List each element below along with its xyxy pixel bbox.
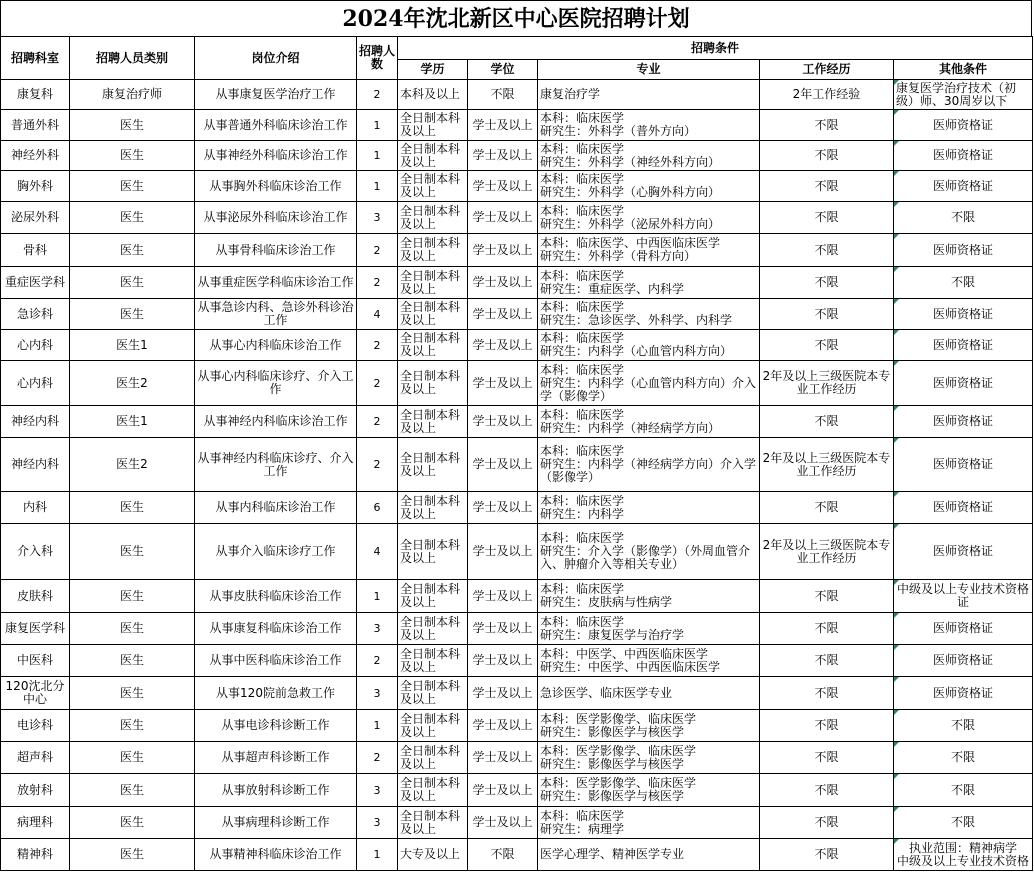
- cell-dept: 普通外科: [1, 110, 70, 141]
- page-title: 2024年沈北新区中心医院招聘计划: [0, 0, 1032, 36]
- cell-category: 医生: [70, 202, 195, 234]
- cell-category: 医生2: [70, 438, 195, 492]
- cell-count: 2: [357, 234, 398, 267]
- cell-degree: 学士及以上: [468, 492, 538, 524]
- cell-education: 全日制本科及以上: [398, 141, 468, 171]
- cell-category: 医生: [70, 645, 195, 677]
- cell-major: 本科：中医学、中西医临床医学 研究生：中医学、中西医临床医学: [538, 645, 760, 677]
- cell-other: 医师资格证: [894, 299, 1033, 330]
- cell-education: 全日制本科及以上: [398, 645, 468, 677]
- cell-major: 本科：临床医学 研究生：外科学（普外方向）: [538, 110, 760, 141]
- cell-major: 本科：临床医学 研究生：外科学（神经外科方向）: [538, 141, 760, 171]
- table-row: [1, 742, 1033, 774]
- cell-dept: 超声科: [1, 742, 70, 774]
- cell-major: 本科：临床医学 研究生：急诊医学、外科学、内科学: [538, 299, 760, 330]
- cell-degree: 学士及以上: [468, 645, 538, 677]
- cell-major: 本科：临床医学、中西医临床医学 研究生：外科学（骨科方向）: [538, 234, 760, 267]
- cell-other: 医师资格证: [894, 110, 1033, 141]
- table-row: [1, 492, 1033, 524]
- cell-dept: 电诊科: [1, 710, 70, 742]
- cell-position: 从事心内科临床诊疗、介入工作: [195, 361, 357, 406]
- cell-count: 2: [357, 742, 398, 774]
- cell-degree: 学士及以上: [468, 807, 538, 839]
- cell-dept: 放射科: [1, 774, 70, 807]
- cell-degree: 学士及以上: [468, 330, 538, 361]
- cell-education: 全日制本科及以上: [398, 110, 468, 141]
- cell-dept: 心内科: [1, 361, 70, 406]
- cell-experience: 不限: [760, 710, 894, 742]
- header-category: 招聘人员类别: [70, 37, 195, 80]
- header-conditions: 招聘条件: [398, 37, 1033, 60]
- cell-position: 从事急诊内科、急诊外科诊治工作: [195, 299, 357, 330]
- cell-position: 从事康复医学治疗工作: [195, 80, 357, 110]
- table-row: [1, 406, 1033, 438]
- cell-experience: 不限: [760, 807, 894, 839]
- cell-count: 3: [357, 202, 398, 234]
- cell-other: 医师资格证: [894, 361, 1033, 406]
- cell-position: 从事皮肤科临床诊治工作: [195, 580, 357, 613]
- cell-dept: 介入科: [1, 524, 70, 580]
- cell-position: 从事心内科临床诊治工作: [195, 330, 357, 361]
- cell-education: 全日制本科及以上: [398, 677, 468, 710]
- cell-major: 本科：临床医学 研究生：内科学（神经病学方向）: [538, 406, 760, 438]
- table-row: [1, 580, 1033, 613]
- cell-count: 2: [357, 80, 398, 110]
- cell-major: 本科：临床医学 研究生：内科学（心血管内科方向）介入学（影像学）: [538, 361, 760, 406]
- header-experience: 工作经历: [760, 60, 894, 80]
- cell-other: 医师资格证: [894, 171, 1033, 202]
- cell-major: 本科：临床医学 研究生：病理学: [538, 807, 760, 839]
- cell-education: 本科及以上: [398, 80, 468, 110]
- cell-degree: 不限: [468, 839, 538, 871]
- cell-category: 医生2: [70, 361, 195, 406]
- cell-other: 不限: [894, 267, 1033, 299]
- cell-education: 全日制本科及以上: [398, 580, 468, 613]
- table-row: [1, 234, 1033, 267]
- cell-degree: 不限: [468, 80, 538, 110]
- cell-position: 从事重症医学科临床诊治工作: [195, 267, 357, 299]
- cell-position: 从事神经外科临床诊治工作: [195, 141, 357, 171]
- header-position: 岗位介绍: [195, 37, 357, 80]
- cell-category: 医生1: [70, 406, 195, 438]
- cell-dept: 胸外科: [1, 171, 70, 202]
- cell-major: 本科：临床医学 研究生：内科学（心血管内科方向）: [538, 330, 760, 361]
- cell-category: 医生: [70, 234, 195, 267]
- cell-experience: 2年及以上三级医院本专业工作经历: [760, 361, 894, 406]
- cell-count: 1: [357, 839, 398, 871]
- cell-other: 医师资格证: [894, 524, 1033, 580]
- cell-major: 医学心理学、精神医学专业: [538, 839, 760, 871]
- cell-degree: 学士及以上: [468, 406, 538, 438]
- table-row: [1, 613, 1033, 645]
- table-row: [1, 839, 1033, 871]
- cell-dept: 急诊科: [1, 299, 70, 330]
- cell-dept: 神经内科: [1, 438, 70, 492]
- cell-degree: 学士及以上: [468, 438, 538, 492]
- cell-count: 1: [357, 580, 398, 613]
- table-body: [1, 80, 1033, 871]
- cell-major: 本科：临床医学 研究生：康复医学与治疗学: [538, 613, 760, 645]
- cell-other: 不限: [894, 774, 1033, 807]
- table-row: [1, 267, 1033, 299]
- cell-position: 从事病理科诊断工作: [195, 807, 357, 839]
- cell-education: 全日制本科及以上: [398, 361, 468, 406]
- cell-other: 医师资格证: [894, 677, 1033, 710]
- cell-other: 医师资格证: [894, 330, 1033, 361]
- cell-experience: 不限: [760, 141, 894, 171]
- cell-degree: 学士及以上: [468, 267, 538, 299]
- cell-count: 2: [357, 330, 398, 361]
- table-row: [1, 710, 1033, 742]
- cell-experience: 不限: [760, 330, 894, 361]
- cell-major: 本科：临床医学 研究生：内科学（神经病学方向）介入学（影像学）: [538, 438, 760, 492]
- cell-count: 1: [357, 141, 398, 171]
- cell-position: 从事神经内科临床诊治工作: [195, 406, 357, 438]
- cell-category: 医生: [70, 141, 195, 171]
- cell-other: 医师资格证: [894, 406, 1033, 438]
- cell-degree: 学士及以上: [468, 742, 538, 774]
- cell-education: 全日制本科及以上: [398, 807, 468, 839]
- cell-other: 医师资格证: [894, 613, 1033, 645]
- cell-dept: 重症医学科: [1, 267, 70, 299]
- cell-other: 医师资格证: [894, 234, 1033, 267]
- header-major: 专业: [538, 60, 760, 80]
- cell-degree: 学士及以上: [468, 361, 538, 406]
- cell-position: 从事普通外科临床诊治工作: [195, 110, 357, 141]
- cell-experience: 2年工作经验: [760, 80, 894, 110]
- header-dept: 招聘科室: [1, 37, 70, 80]
- cell-other: 中级及以上专业技术资格证: [894, 580, 1033, 613]
- cell-experience: 不限: [760, 677, 894, 710]
- cell-degree: 学士及以上: [468, 613, 538, 645]
- cell-count: 3: [357, 613, 398, 645]
- cell-category: 医生: [70, 742, 195, 774]
- cell-degree: 学士及以上: [468, 299, 538, 330]
- cell-count: 6: [357, 492, 398, 524]
- cell-count: 4: [357, 299, 398, 330]
- header-degree: 学位: [468, 60, 538, 80]
- cell-dept: 康复科: [1, 80, 70, 110]
- cell-position: 从事120院前急救工作: [195, 677, 357, 710]
- cell-experience: 2年及以上三级医院本专业工作经历: [760, 524, 894, 580]
- cell-category: 医生: [70, 110, 195, 141]
- cell-other: 医师资格证: [894, 492, 1033, 524]
- table-row: [1, 202, 1033, 234]
- cell-degree: 学士及以上: [468, 710, 538, 742]
- cell-other: 医师资格证: [894, 141, 1033, 171]
- cell-experience: 不限: [760, 299, 894, 330]
- cell-education: 全日制本科及以上: [398, 171, 468, 202]
- cell-count: 2: [357, 645, 398, 677]
- cell-other: 不限: [894, 202, 1033, 234]
- cell-other: 康复医学治疗技术（初级）师、30周岁以下: [894, 80, 1033, 110]
- cell-category: 医生: [70, 774, 195, 807]
- table-row: [1, 645, 1033, 677]
- cell-education: 全日制本科及以上: [398, 234, 468, 267]
- cell-position: 从事骨科临床诊治工作: [195, 234, 357, 267]
- cell-major: 本科：临床医学 研究生：皮肤病与性病学: [538, 580, 760, 613]
- cell-education: 全日制本科及以上: [398, 613, 468, 645]
- cell-position: 从事超声科诊断工作: [195, 742, 357, 774]
- cell-major: 本科：医学影像学、临床医学 研究生：影像医学与核医学: [538, 742, 760, 774]
- cell-education: 全日制本科及以上: [398, 438, 468, 492]
- table-row: [1, 110, 1033, 141]
- cell-position: 从事内科临床诊治工作: [195, 492, 357, 524]
- cell-education: 全日制本科及以上: [398, 710, 468, 742]
- cell-dept: 心内科: [1, 330, 70, 361]
- cell-experience: 2年及以上三级医院本专业工作经历: [760, 438, 894, 492]
- cell-dept: 120沈北分中心: [1, 677, 70, 710]
- cell-category: 医生: [70, 524, 195, 580]
- cell-dept: 内科: [1, 492, 70, 524]
- cell-experience: 不限: [760, 580, 894, 613]
- cell-count: 3: [357, 807, 398, 839]
- cell-count: 1: [357, 710, 398, 742]
- table-row: [1, 171, 1033, 202]
- cell-other: 不限: [894, 742, 1033, 774]
- header-count: 招聘人数: [357, 37, 398, 80]
- cell-category: 医生: [70, 677, 195, 710]
- cell-education: 全日制本科及以上: [398, 774, 468, 807]
- cell-education: 大专及以上: [398, 839, 468, 871]
- cell-degree: 学士及以上: [468, 202, 538, 234]
- cell-dept: 骨科: [1, 234, 70, 267]
- cell-position: 从事电诊科诊断工作: [195, 710, 357, 742]
- cell-major: 急诊医学、临床医学专业: [538, 677, 760, 710]
- table-row: [1, 330, 1033, 361]
- table-row: [1, 677, 1033, 710]
- cell-experience: 不限: [760, 774, 894, 807]
- cell-major: 康复治疗学: [538, 80, 760, 110]
- cell-other: 执业范围：精神病学 中级及以上专业技术资格: [894, 839, 1033, 871]
- cell-category: 医生: [70, 807, 195, 839]
- cell-count: 4: [357, 524, 398, 580]
- table-row: [1, 774, 1033, 807]
- cell-degree: 学士及以上: [468, 234, 538, 267]
- cell-count: 2: [357, 267, 398, 299]
- cell-count: 2: [357, 361, 398, 406]
- cell-degree: 学士及以上: [468, 774, 538, 807]
- cell-major: 本科：临床医学 研究生：介入学（影像学）（外周血管介入、肿瘤介入等相关专业）: [538, 524, 760, 580]
- cell-experience: 不限: [760, 645, 894, 677]
- table-row: [1, 299, 1033, 330]
- cell-experience: 不限: [760, 267, 894, 299]
- cell-category: 医生: [70, 839, 195, 871]
- cell-experience: 不限: [760, 406, 894, 438]
- cell-count: 3: [357, 677, 398, 710]
- recruitment-table: [0, 36, 1033, 871]
- table-row: [1, 807, 1033, 839]
- cell-count: 2: [357, 438, 398, 492]
- cell-major: 本科：临床医学 研究生：重症医学、内科学: [538, 267, 760, 299]
- cell-other: 不限: [894, 710, 1033, 742]
- cell-count: 1: [357, 171, 398, 202]
- cell-other: 不限: [894, 807, 1033, 839]
- cell-position: 从事中医科临床诊治工作: [195, 645, 357, 677]
- cell-degree: 学士及以上: [468, 110, 538, 141]
- cell-experience: 不限: [760, 839, 894, 871]
- cell-category: 医生: [70, 492, 195, 524]
- cell-experience: 不限: [760, 110, 894, 141]
- cell-degree: 学士及以上: [468, 141, 538, 171]
- cell-count: 1: [357, 110, 398, 141]
- table-row: [1, 438, 1033, 492]
- cell-education: 全日制本科及以上: [398, 742, 468, 774]
- cell-dept: 病理科: [1, 807, 70, 839]
- cell-degree: 学士及以上: [468, 677, 538, 710]
- cell-experience: 不限: [760, 171, 894, 202]
- cell-dept: 精神科: [1, 839, 70, 871]
- cell-major: 本科：医学影像学、临床医学 研究生：影像医学与核医学: [538, 710, 760, 742]
- cell-degree: 学士及以上: [468, 171, 538, 202]
- cell-position: 从事放射科诊断工作: [195, 774, 357, 807]
- cell-position: 从事康复科临床诊治工作: [195, 613, 357, 645]
- cell-education: 全日制本科及以上: [398, 299, 468, 330]
- cell-position: 从事胸外科临床诊治工作: [195, 171, 357, 202]
- cell-education: 全日制本科及以上: [398, 202, 468, 234]
- cell-count: 3: [357, 774, 398, 807]
- cell-major: 本科：临床医学 研究生：内科学: [538, 492, 760, 524]
- cell-dept: 康复医学科: [1, 613, 70, 645]
- header-education: 学历: [398, 60, 468, 80]
- cell-category: 医生: [70, 613, 195, 645]
- cell-experience: 不限: [760, 234, 894, 267]
- table-row: [1, 141, 1033, 171]
- cell-experience: 不限: [760, 202, 894, 234]
- cell-degree: 学士及以上: [468, 580, 538, 613]
- cell-other: 医师资格证: [894, 438, 1033, 492]
- table-row: [1, 524, 1033, 580]
- cell-education: 全日制本科及以上: [398, 406, 468, 438]
- cell-major: 本科：医学影像学、临床医学 研究生：影像医学与核医学: [538, 774, 760, 807]
- header-other: 其他条件: [894, 60, 1033, 80]
- cell-dept: 皮肤科: [1, 580, 70, 613]
- cell-education: 全日制本科及以上: [398, 267, 468, 299]
- cell-category: 康复治疗师: [70, 80, 195, 110]
- cell-major: 本科：临床医学 研究生：外科学（心胸外科方向）: [538, 171, 760, 202]
- cell-position: 从事神经内科临床诊疗、介入工作: [195, 438, 357, 492]
- cell-dept: 中医科: [1, 645, 70, 677]
- cell-major: 本科：临床医学 研究生：外科学（泌尿外科方向）: [538, 202, 760, 234]
- cell-experience: 不限: [760, 613, 894, 645]
- cell-other: 医师资格证: [894, 645, 1033, 677]
- cell-position: 从事介入临床诊疗工作: [195, 524, 357, 580]
- cell-education: 全日制本科及以上: [398, 492, 468, 524]
- cell-dept: 泌尿外科: [1, 202, 70, 234]
- cell-education: 全日制本科及以上: [398, 330, 468, 361]
- cell-experience: 不限: [760, 492, 894, 524]
- cell-degree: 学士及以上: [468, 524, 538, 580]
- cell-category: 医生: [70, 171, 195, 202]
- table-row: [1, 361, 1033, 406]
- cell-category: 医生1: [70, 330, 195, 361]
- cell-dept: 神经内科: [1, 406, 70, 438]
- cell-experience: 不限: [760, 742, 894, 774]
- cell-category: 医生: [70, 267, 195, 299]
- cell-dept: 神经外科: [1, 141, 70, 171]
- cell-count: 2: [357, 406, 398, 438]
- cell-position: 从事精神科临床诊治工作: [195, 839, 357, 871]
- cell-category: 医生: [70, 299, 195, 330]
- cell-education: 全日制本科及以上: [398, 524, 468, 580]
- cell-position: 从事泌尿外科临床诊治工作: [195, 202, 357, 234]
- cell-category: 医生: [70, 710, 195, 742]
- cell-category: 医生: [70, 580, 195, 613]
- table-row: [1, 80, 1033, 110]
